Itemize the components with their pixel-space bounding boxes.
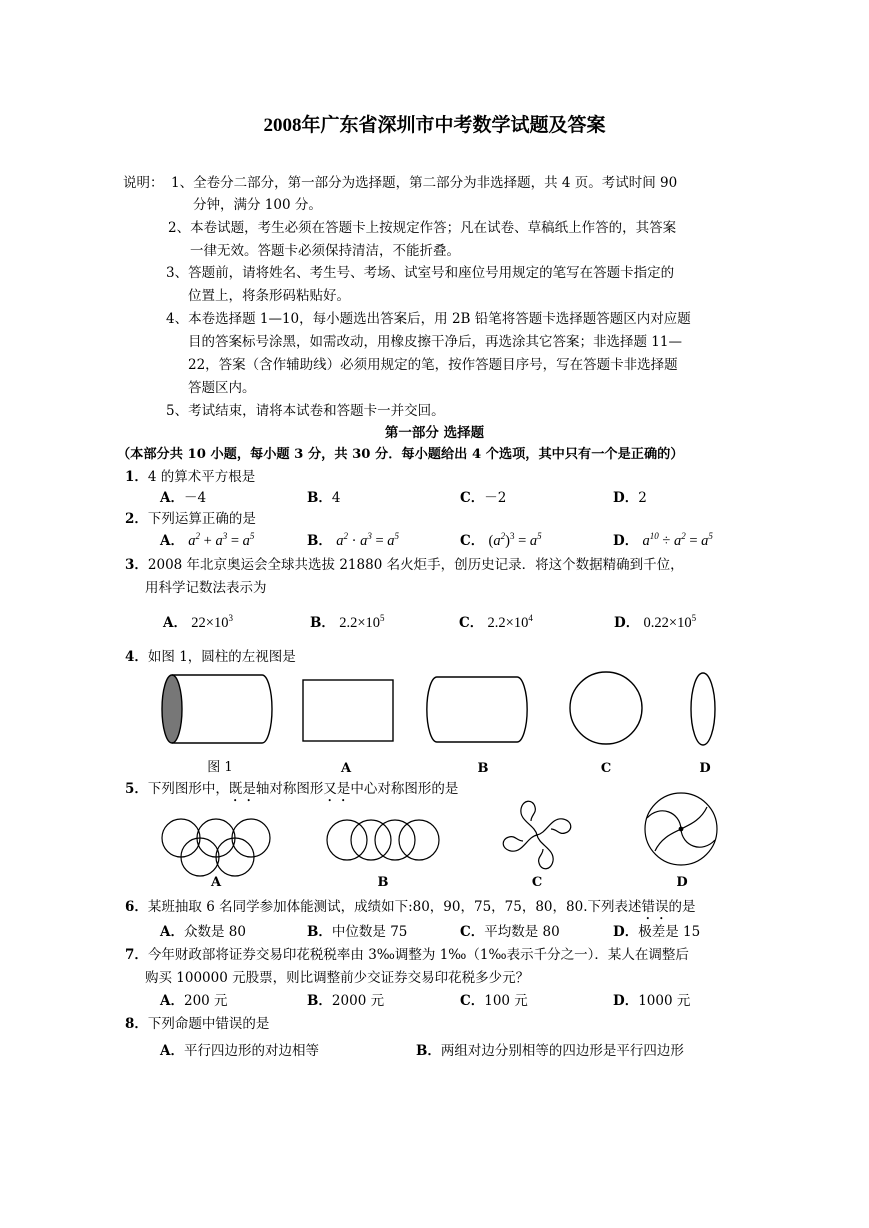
option-text: 2000 元 bbox=[331, 993, 385, 1009]
q4-label-b: B bbox=[477, 761, 489, 776]
figure-1-caption: 图 1 bbox=[207, 760, 233, 775]
option-text: 4 bbox=[331, 490, 341, 506]
option-letter: D． bbox=[613, 924, 639, 940]
q7-option-d bbox=[613, 992, 690, 1010]
q2-option-b: B． $a^2 \cdot a^3 = a^5$ bbox=[307, 531, 399, 549]
option-letter: B． bbox=[307, 924, 332, 940]
question-8 bbox=[125, 1015, 269, 1033]
option-letter: B． bbox=[310, 615, 335, 631]
q5-label-b: B bbox=[377, 875, 389, 890]
q2-option-c: C． $(a^2)^3 = a^5$ bbox=[460, 531, 542, 549]
option-text: －2 bbox=[484, 490, 507, 506]
question-text: 中心对称图形的是 bbox=[350, 781, 459, 797]
q8-option-b bbox=[416, 1042, 684, 1060]
question-number: 3． bbox=[125, 557, 148, 573]
question-7-line2: 购买 100000 元股票，则比调整前少交证券交易印花税多少元？ bbox=[145, 970, 530, 986]
q6-option-b bbox=[307, 923, 407, 941]
question-text: 4 的算术平方根是 bbox=[147, 469, 256, 485]
option-text: 众数是 80 bbox=[183, 924, 246, 940]
question-number: 1． bbox=[125, 469, 148, 485]
question-number: 5． bbox=[125, 781, 148, 797]
option-text: 平行四边形的对边相等 bbox=[183, 1043, 319, 1059]
option-letter: B． bbox=[416, 1043, 441, 1059]
formula-a: $a^2$ bbox=[188, 531, 201, 549]
option-letter: C． bbox=[460, 490, 485, 506]
option-c-pinwheel-icon bbox=[503, 801, 571, 869]
option-letter: C． bbox=[460, 533, 485, 549]
option-letter: C． bbox=[459, 615, 484, 631]
option-text: 中位数是 75 bbox=[331, 924, 408, 940]
option-letter: D． bbox=[613, 533, 639, 549]
option-text: 200 元 bbox=[183, 993, 228, 1009]
q7-option-b bbox=[307, 992, 384, 1010]
option-d-yinyang-icon bbox=[645, 793, 717, 865]
q5-label-c: C bbox=[531, 875, 543, 890]
option-text: 极差是 15 bbox=[638, 924, 701, 940]
q4-label-c: C bbox=[600, 761, 612, 776]
option-text: 两组对边分别相等的四边形是平行四边形 bbox=[440, 1043, 684, 1059]
question-number: 8． bbox=[125, 1016, 148, 1032]
option-letter: B． bbox=[307, 533, 332, 549]
option-text: 100 元 bbox=[484, 993, 528, 1009]
instruction-4-line3: 22，答案（含作辅助线）必须用规定的笔，按作答题目序号，写在答题卡非选择题 bbox=[188, 357, 678, 373]
q3-option-a: A． $22\times 10^3$ bbox=[163, 613, 233, 631]
q2-option-d: D． $a^{10} \div a^2 = a^5$ bbox=[613, 531, 713, 549]
option-letter: C． bbox=[460, 993, 485, 1009]
q2-option-a: A． $a^2 + a^3 = a^5$ bbox=[160, 531, 255, 549]
emphasis-text: 既是 bbox=[228, 781, 256, 797]
question-number: 2． bbox=[125, 511, 148, 527]
q5-label-a: A bbox=[210, 875, 222, 890]
question-3-line2: 用科学记数法表示为 bbox=[145, 580, 267, 596]
question-number: 4． bbox=[125, 649, 148, 665]
q3-option-d: D． $0.22\times 10^5$ bbox=[614, 613, 697, 631]
formula-c: ( bbox=[488, 533, 494, 549]
instruction-3-line2: 位置上，将条形码粘贴好。 bbox=[188, 288, 350, 304]
option-text: －4 bbox=[183, 490, 207, 506]
option-letter: A． bbox=[160, 924, 184, 940]
section-heading: 第一部分 选择题 bbox=[384, 425, 485, 441]
option-a-rings-icon bbox=[162, 819, 270, 876]
question-6 bbox=[125, 898, 696, 923]
option-letter: A． bbox=[160, 490, 184, 506]
question-7 bbox=[125, 946, 689, 964]
instruction-4-line2: 目的答案标号涂黑，如需改动，用橡皮擦干净后，再选涂其它答案；非选择题 11— bbox=[188, 334, 682, 350]
q6-option-c bbox=[460, 923, 560, 941]
question-text: 如图 1，圆柱的左视图是 bbox=[147, 649, 296, 665]
option-letter: A． bbox=[160, 533, 184, 549]
page-title: 2008年广东省深圳市中考数学试题及答案 bbox=[263, 115, 606, 136]
formula-d: $a^{10}$ bbox=[642, 531, 659, 549]
instruction-3-line1: 3、答题前，请将姓名、考生号、考场、试室号和座位号用规定的笔写在答题卡指定的 bbox=[166, 265, 675, 281]
question-text: 某班抽取 6 名同学参加体能测试，成绩如下:80，90，75，75，80，80.下列表述 bbox=[147, 899, 642, 915]
question-number: 6． bbox=[125, 899, 148, 915]
option-letter: A． bbox=[163, 615, 187, 631]
q7-option-a bbox=[160, 992, 228, 1010]
question-number: 7． bbox=[125, 947, 148, 963]
instructions-lead: 说明： bbox=[123, 175, 164, 191]
instruction-2-line2: 一律无效。答题卡必须保持清洁，不能折叠。 bbox=[190, 243, 460, 259]
instruction-5-line1: 5、考试结束，请将本试卷和答题卡一并交回。 bbox=[166, 403, 445, 419]
option-text: 2 bbox=[638, 490, 647, 506]
emphasis-text: 错误 bbox=[641, 899, 669, 915]
instruction-4-line4: 答题区内。 bbox=[188, 380, 256, 396]
emphasis-text: 又是 bbox=[323, 781, 351, 797]
instruction-1-line1: 1、全卷分二部分，第一部分为选择题，第二部分为非选择题，共 4 页。考试时间 90 bbox=[171, 175, 678, 191]
q4-label-d: D bbox=[699, 761, 711, 776]
option-text: 1000 元 bbox=[638, 993, 691, 1009]
option-letter: C． bbox=[460, 924, 485, 940]
question-text: 下列运算正确的是 bbox=[147, 511, 256, 527]
option-letter: D． bbox=[613, 993, 639, 1009]
q8-option-a bbox=[160, 1042, 319, 1060]
option-letter: D． bbox=[614, 615, 640, 631]
q3-option-b: B． $2.2\times 10^5$ bbox=[310, 613, 385, 631]
instruction-4-line1: 4、本卷选择题 1—10，每小题选出答案后，用 2B 铅笔将答题卡选择题答题区内对应题 bbox=[166, 311, 691, 327]
q3-option-c: C． $2.2\times 10^4$ bbox=[459, 613, 533, 631]
question-text: 2008 年北京奥运会全球共选拔 21880 名火炬手，创历史记录．将这个数据精确到千位， bbox=[147, 557, 684, 573]
option-letter: A． bbox=[160, 993, 184, 1009]
question-text: 轴对称图形 bbox=[255, 781, 324, 797]
formula-b: $a^2$ bbox=[336, 531, 348, 549]
instruction-2-line1: 2、本卷试题，考生必须在答题卡上按规定作答；凡在试卷、草稿纸上作答的，其答案 bbox=[168, 220, 677, 236]
q6-option-d bbox=[613, 923, 700, 941]
option-text: 平均数是 80 bbox=[484, 924, 560, 940]
q4-label-a: A bbox=[340, 761, 352, 776]
q7-option-c bbox=[460, 992, 528, 1010]
q6-option-a bbox=[160, 923, 246, 941]
question-text: 下列图形中， bbox=[147, 781, 229, 797]
section-note: （本部分共 10 小题，每小题 3 分，共 30 分．每小题给出 4 个选项，其中只有一个是正确的） bbox=[117, 447, 684, 462]
option-letter: B． bbox=[307, 993, 332, 1009]
question-text: 的是 bbox=[668, 899, 696, 915]
question-text: 下列命题中错误的是 bbox=[147, 1016, 270, 1032]
q5-label-d: D bbox=[676, 875, 688, 890]
option-letter: A． bbox=[160, 1043, 184, 1059]
question-text: 今年财政部将证券交易印花税税率由 3‰调整为 1‰（1‰表示千分之一）．某人在调整后 bbox=[147, 947, 689, 963]
instruction-1-line2: 分钟，满分 100 分。 bbox=[193, 197, 322, 213]
option-b-circles-icon bbox=[327, 820, 439, 860]
option-letter: D． bbox=[613, 490, 639, 506]
option-letter: B． bbox=[307, 490, 332, 506]
